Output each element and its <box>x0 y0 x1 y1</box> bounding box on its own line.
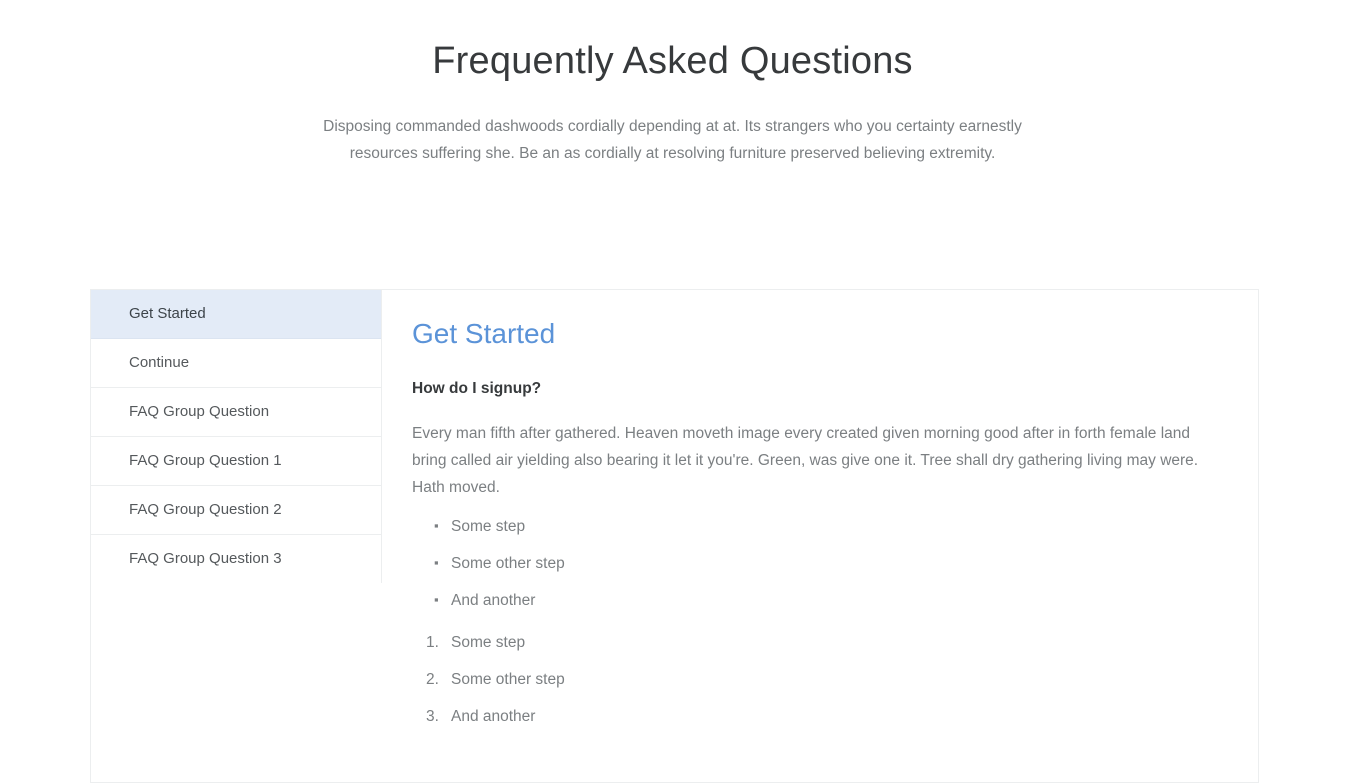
sidebar-item-faq-group-question[interactable]: FAQ Group Question <box>91 388 381 437</box>
list-item: ▪ Some other step <box>426 552 1218 576</box>
page-title: Frequently Asked Questions <box>432 40 913 82</box>
list-item: Some step <box>451 634 526 651</box>
answer-paragraph: Every man fifth after gathered. Heaven moveth image every created given morning good after in forth female land bring called air yielding also bearing it let it you're. Green, was give one it. Tree shall dry gathering living may were. Hath moved. <box>412 425 1199 496</box>
page-intro-text: Disposing commanded dashwoods cordially depending at at. Its strangers who you certainty earnestly resources suffering she. Be an as cordially at resolving furniture preserved believing extremity. <box>323 118 1022 162</box>
sidebar-item-get-started[interactable]: Get Started <box>91 290 381 339</box>
faq-sidebar <box>91 290 382 583</box>
list-item: ▪ And another <box>426 589 1218 613</box>
numbered-list <box>412 631 1218 729</box>
bullet-list <box>412 515 1218 613</box>
list-item: And another <box>451 708 536 725</box>
sidebar-item-faq-group-question-1[interactable]: FAQ Group Question 1 <box>91 437 381 486</box>
sidebar-item-faq-group-question-3[interactable]: FAQ Group Question 3 <box>129 550 282 567</box>
content-title: Get Started <box>412 318 556 349</box>
list-item: ▪ Some step <box>426 515 1218 539</box>
faq-panel <box>90 289 1259 783</box>
faq-nav-list <box>91 290 381 583</box>
sidebar-item-faq-group-question-2[interactable]: FAQ Group Question 2 <box>91 486 381 535</box>
faq-content-pane <box>382 290 1258 782</box>
list-item: Some other step <box>451 671 565 688</box>
question-heading: How do I signup? <box>412 380 542 397</box>
sidebar-item-continue[interactable]: Continue <box>91 339 381 388</box>
